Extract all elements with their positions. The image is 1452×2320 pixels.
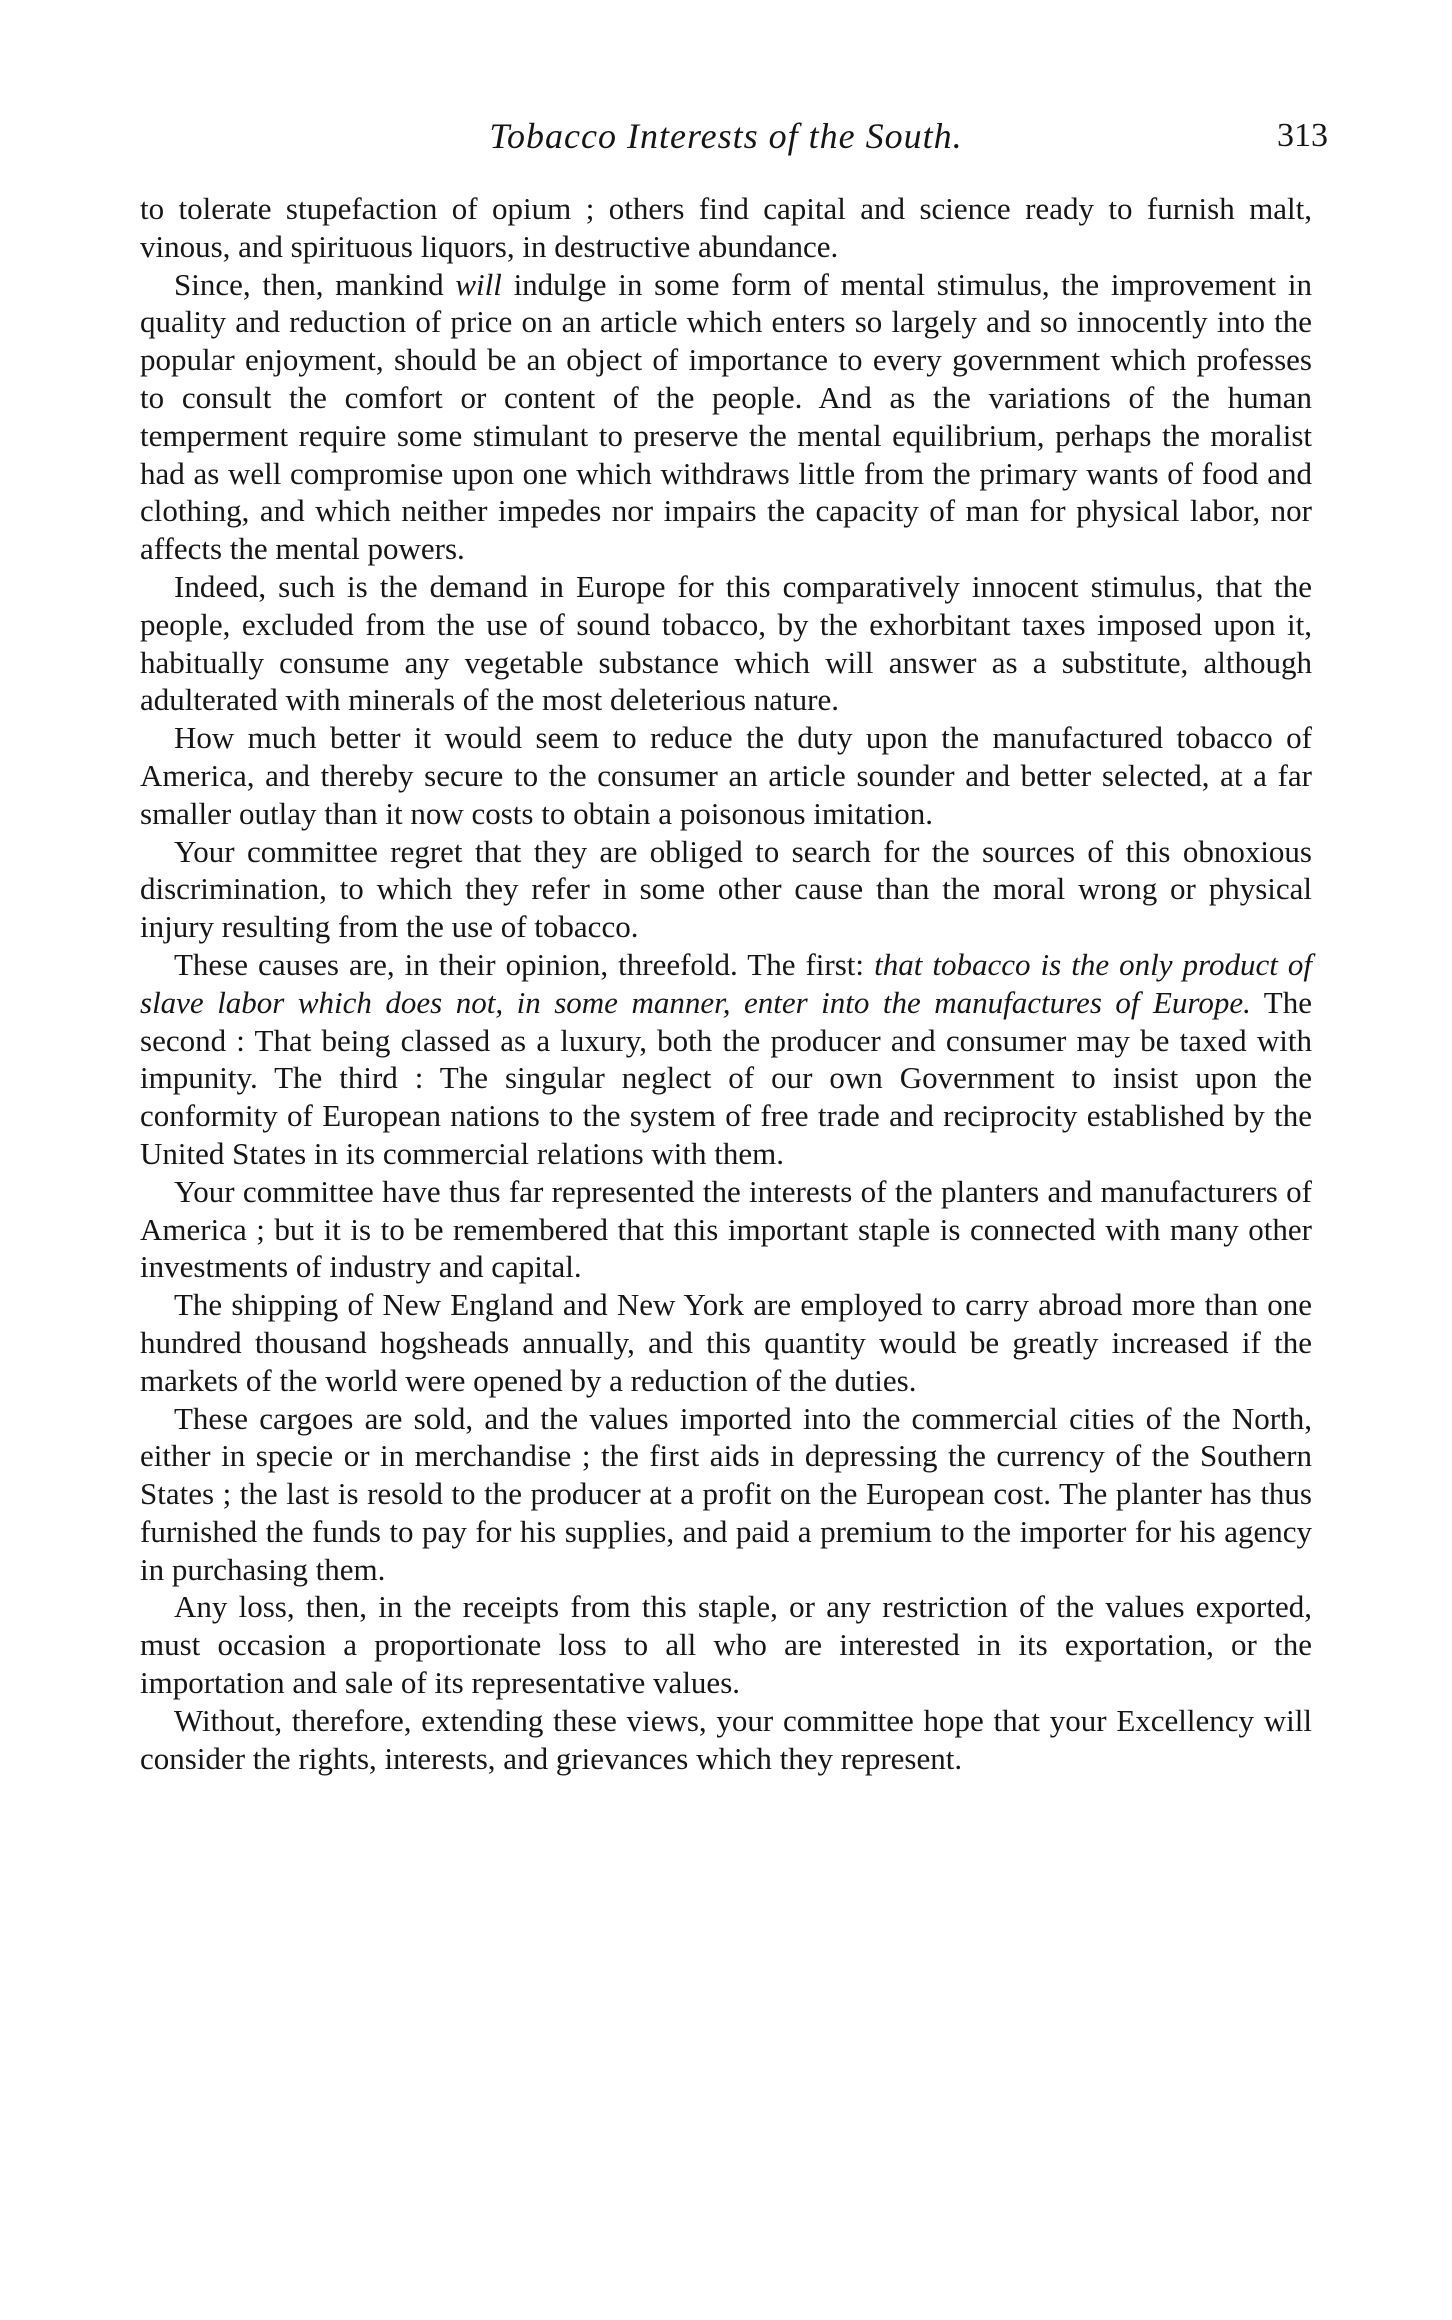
paragraph-7: Your committee have thus far represented the interests of the planters and manufacturers of America ; but it is to be remembered that this important staple is connected with many other investments of industry and capital. bbox=[140, 1173, 1312, 1285]
paragraph-2-emphasis: will bbox=[455, 266, 502, 302]
paragraph-2 bbox=[140, 266, 1312, 568]
paragraph-6-emphasis: that tobacco is the only product of slave labor which does not, in some manner, enter into the manufactures of Europe. bbox=[140, 946, 1312, 1020]
paragraph-5: Your committee regret that they are obliged to search for the sources of this obnoxious discrimination, to which they refer in some other cause than the moral wrong or physical injury resulting from the use of tobacco. bbox=[140, 833, 1312, 945]
paragraph-3: Indeed, such is the demand in Europe for this comparatively innocent stimulus, that the people, excluded from the use of sound tobacco, by the exhorbitant taxes imposed upon it, habitually consume any vegetable substance which will answer as a substitute, although adulterated with minerals of the most deleterious nature. bbox=[140, 568, 1312, 718]
paragraph-4: How much better it would seem to reduce the duty upon the manufactured tobacco of America, and thereby secure to the consumer an article sounder and better selected, at a far smaller outlay than it now costs to obtain a poisonous imitation. bbox=[140, 720, 1312, 831]
paragraph-1: to tolerate stupefaction of opium ; others find capital and science ready to furnish malt, vinous, and spirituous liquors, in destructive abundance. bbox=[140, 191, 1312, 264]
running-head bbox=[140, 108, 1328, 164]
paragraph-6 bbox=[140, 946, 1312, 1173]
paragraph-2-part-2: indulge in some form of mental stimulus, the improvement in quality and reduction of price on an article which enters so largely and so innocently into the popular enjoyment, should be an object of importance to every government which professes to consult the comfort or content of the people. And as the variations of the human temperment require some stimulant to preserve the mental equilibrium, perhaps the moralist had as well compromise upon one which withdraws little from the primary wants of food and clothing, and which neither impedes nor impairs the capacity of man for physical labor, nor affects the mental powers. bbox=[140, 266, 1312, 567]
paragraph-6-part-1: These causes are, in their opinion, threefold. The first: bbox=[174, 946, 875, 982]
paragraph-10: Any loss, then, in the receipts from this staple, or any restriction of the values exported, must occasion a proportionate loss to all who are interested in its exportation, or the importation and sale of its representative values. bbox=[140, 1589, 1312, 1701]
paragraph-9: These cargoes are sold, and the values imported into the commercial cities of the North, either in specie or in merchandise ; the first aids in depressing the currency of the Southern States ; the last is resold to the producer at a profit on the European cost. The planter has thus furnished the funds to pay for his supplies, and paid a premium to the importer for his agency in purchasing them. bbox=[140, 1400, 1312, 1587]
paragraph-6-part-2: The second : That being classed as a luxury, both the producer and consumer may be taxed with impunity. The third : The singular neglect of our own Government to insist upon the conformity of European nations to the system of free trade and reciprocity established by the United States in its commercial relations with them. bbox=[140, 984, 1312, 1171]
page-number: 313 bbox=[1277, 117, 1328, 154]
paragraph-11: Without, therefore, extending these views, your committee hope that your Excellency will consider the rights, interests, and grievances which they represent. bbox=[140, 1702, 1312, 1776]
body-text bbox=[140, 190, 1312, 1777]
paragraph-2-part-1: Since, then, mankind bbox=[174, 266, 456, 302]
running-title: Tobacco Interests of the South. bbox=[489, 116, 963, 156]
paragraph-8: The shipping of New England and New York are employed to carry abroad more than one hundred thousand hogsheads annually, and this quantity would be greatly increased if the markets of the world were opened by a reduction of the duties. bbox=[140, 1287, 1312, 1398]
